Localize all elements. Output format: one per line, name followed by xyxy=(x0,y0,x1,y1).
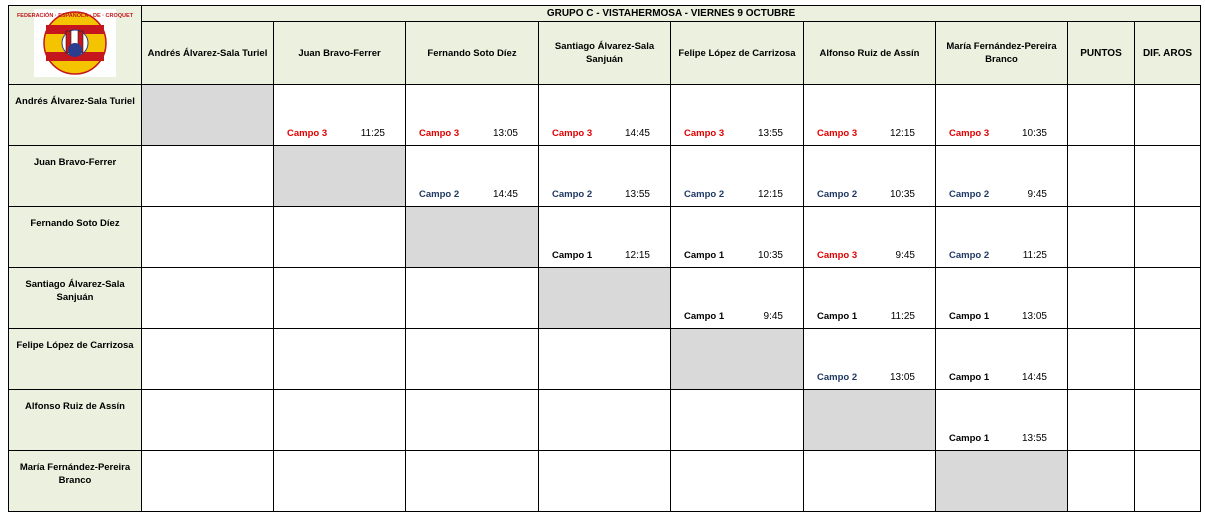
match-cell xyxy=(804,207,936,268)
header-row xyxy=(9,22,1201,85)
match-time: 13:55 xyxy=(1021,433,1047,444)
empty-cell xyxy=(804,451,936,512)
diagonal-cell xyxy=(142,85,274,146)
empty-cell xyxy=(274,451,406,512)
puntos-cell xyxy=(1068,329,1135,390)
dif-aros-cell xyxy=(1135,207,1201,268)
match-cell xyxy=(936,268,1068,329)
empty-cell xyxy=(274,390,406,451)
row-header-player xyxy=(9,207,142,268)
row-header-player xyxy=(9,268,142,329)
federation-logo-icon xyxy=(16,7,134,79)
row-header-player xyxy=(9,85,142,146)
empty-cell xyxy=(539,390,671,451)
diagonal-cell xyxy=(274,146,406,207)
campo-label: Campo 3 xyxy=(949,128,990,139)
row-header-label: Alfonso Ruiz de Assín xyxy=(25,401,125,412)
dif-aros-cell xyxy=(1135,451,1201,512)
match-cell xyxy=(936,390,1068,451)
table-row xyxy=(9,85,1201,146)
empty-cell xyxy=(142,329,274,390)
row-header-player xyxy=(9,390,142,451)
column-header-puntos: PUNTOS xyxy=(1068,22,1135,85)
row-header-player xyxy=(9,451,142,512)
match-cell xyxy=(671,146,804,207)
campo-label: Campo 1 xyxy=(552,250,593,261)
match-time: 12:15 xyxy=(889,128,915,139)
column-header-player: Felipe López de Carrizosa xyxy=(671,22,804,85)
table-row xyxy=(9,390,1201,451)
match-time: 9:45 xyxy=(895,250,915,261)
diagonal-cell xyxy=(936,451,1068,512)
match-time: 14:45 xyxy=(624,128,650,139)
table-row xyxy=(9,451,1201,512)
diagonal-cell xyxy=(539,268,671,329)
match-cell xyxy=(804,146,936,207)
dif-aros-cell xyxy=(1135,390,1201,451)
empty-cell xyxy=(142,207,274,268)
empty-cell xyxy=(142,451,274,512)
match-cell xyxy=(936,85,1068,146)
match-time: 11:25 xyxy=(1022,250,1047,261)
table-row xyxy=(9,146,1201,207)
match-time: 9:45 xyxy=(763,311,783,322)
campo-label: Campo 2 xyxy=(419,189,460,200)
dif-aros-cell xyxy=(1135,329,1201,390)
campo-label: Campo 2 xyxy=(817,372,858,383)
empty-cell xyxy=(142,390,274,451)
match-time: 9:45 xyxy=(1027,189,1047,200)
campo-label: Campo 1 xyxy=(684,250,725,261)
campo-label: Campo 1 xyxy=(949,372,990,383)
match-cell xyxy=(671,85,804,146)
campo-label: Campo 3 xyxy=(552,128,593,139)
campo-label: Campo 3 xyxy=(419,128,460,139)
empty-cell xyxy=(539,451,671,512)
empty-cell xyxy=(406,329,539,390)
dif-aros-cell xyxy=(1135,146,1201,207)
match-time: 13:05 xyxy=(889,372,915,383)
empty-cell xyxy=(406,268,539,329)
column-header-player: Andrés Álvarez-Sala Turiel xyxy=(142,22,274,85)
row-header-player xyxy=(9,329,142,390)
empty-cell xyxy=(142,146,274,207)
match-time: 13:05 xyxy=(492,128,518,139)
match-time: 13:55 xyxy=(757,128,783,139)
row-header-label: Santiago Álvarez-Sala Sanjuán xyxy=(25,279,125,303)
schedule-table xyxy=(8,5,1201,512)
table-row xyxy=(9,268,1201,329)
match-cell xyxy=(936,329,1068,390)
empty-cell xyxy=(406,390,539,451)
empty-cell xyxy=(671,451,804,512)
row-header-label: Felipe López de Carrizosa xyxy=(16,340,134,351)
match-cell xyxy=(936,146,1068,207)
title-row xyxy=(9,6,1201,22)
match-time: 11:25 xyxy=(890,311,915,322)
table-row xyxy=(9,207,1201,268)
row-header-label: María Fernández-Pereira Branco xyxy=(19,462,131,486)
campo-label: Campo 1 xyxy=(949,311,990,322)
logo-text: FEDERACIÓN · ESPAÑOLA · DE · CROQUET xyxy=(16,12,134,19)
campo-label: Campo 2 xyxy=(684,189,725,200)
dif-aros-cell xyxy=(1135,85,1201,146)
campo-label: Campo 2 xyxy=(552,189,593,200)
empty-cell xyxy=(671,390,804,451)
campo-label: Campo 2 xyxy=(817,189,858,200)
empty-cell xyxy=(274,268,406,329)
match-cell xyxy=(804,85,936,146)
puntos-cell xyxy=(1068,451,1135,512)
column-header-player: Fernando Soto Díez xyxy=(406,22,539,85)
logo-cell xyxy=(9,6,142,85)
match-time: 10:35 xyxy=(757,250,783,261)
column-header-dif-aros: DIF. AROS xyxy=(1135,22,1201,85)
match-cell xyxy=(804,268,936,329)
match-cell xyxy=(671,268,804,329)
column-header-player: Alfonso Ruiz de Assín xyxy=(804,22,936,85)
empty-cell xyxy=(274,207,406,268)
puntos-cell xyxy=(1068,207,1135,268)
match-time: 10:35 xyxy=(889,189,915,200)
empty-cell xyxy=(274,329,406,390)
schedule-sheet xyxy=(8,5,1201,512)
campo-label: Campo 3 xyxy=(287,128,328,139)
match-cell xyxy=(406,146,539,207)
row-header-label: Andrés Álvarez-Sala Turiel xyxy=(15,96,135,107)
campo-label: Campo 3 xyxy=(817,128,858,139)
match-time: 12:15 xyxy=(757,189,783,200)
puntos-cell xyxy=(1068,268,1135,329)
match-time: 12:15 xyxy=(624,250,650,261)
match-time: 14:45 xyxy=(492,189,518,200)
table-row xyxy=(9,329,1201,390)
match-time: 14:45 xyxy=(1021,372,1047,383)
column-header-player: Juan Bravo-Ferrer xyxy=(274,22,406,85)
match-cell xyxy=(804,329,936,390)
column-header-player: Santiago Álvarez-Sala Sanjuán xyxy=(539,22,671,85)
match-cell xyxy=(406,85,539,146)
dif-aros-cell xyxy=(1135,268,1201,329)
match-time: 10:35 xyxy=(1021,128,1047,139)
column-header-player: María Fernández-Pereira Branco xyxy=(936,22,1068,85)
diagonal-cell xyxy=(804,390,936,451)
empty-cell xyxy=(142,268,274,329)
match-cell xyxy=(539,207,671,268)
diagonal-cell xyxy=(406,207,539,268)
match-cell xyxy=(671,207,804,268)
match-time: 13:05 xyxy=(1021,311,1047,322)
campo-label: Campo 1 xyxy=(817,311,858,322)
row-header-player xyxy=(9,146,142,207)
match-time: 13:55 xyxy=(624,189,650,200)
match-time: 11:25 xyxy=(360,128,385,139)
campo-label: Campo 2 xyxy=(949,189,990,200)
campo-label: Campo 3 xyxy=(817,250,858,261)
campo-label: Campo 3 xyxy=(684,128,725,139)
campo-label: Campo 2 xyxy=(949,250,990,261)
campo-label: Campo 1 xyxy=(684,311,725,322)
empty-cell xyxy=(406,451,539,512)
puntos-cell xyxy=(1068,390,1135,451)
puntos-cell xyxy=(1068,146,1135,207)
match-cell xyxy=(936,207,1068,268)
row-header-label: Fernando Soto Díez xyxy=(30,218,120,229)
match-cell xyxy=(274,85,406,146)
puntos-cell xyxy=(1068,85,1135,146)
empty-cell xyxy=(539,329,671,390)
row-header-label: Juan Bravo-Ferrer xyxy=(33,157,117,168)
diagonal-cell xyxy=(671,329,804,390)
match-cell xyxy=(539,146,671,207)
page-title: GRUPO C - VISTAHERMOSA - VIERNES 9 OCTUBRE xyxy=(142,6,1201,22)
match-cell xyxy=(539,85,671,146)
campo-label: Campo 1 xyxy=(949,433,990,444)
